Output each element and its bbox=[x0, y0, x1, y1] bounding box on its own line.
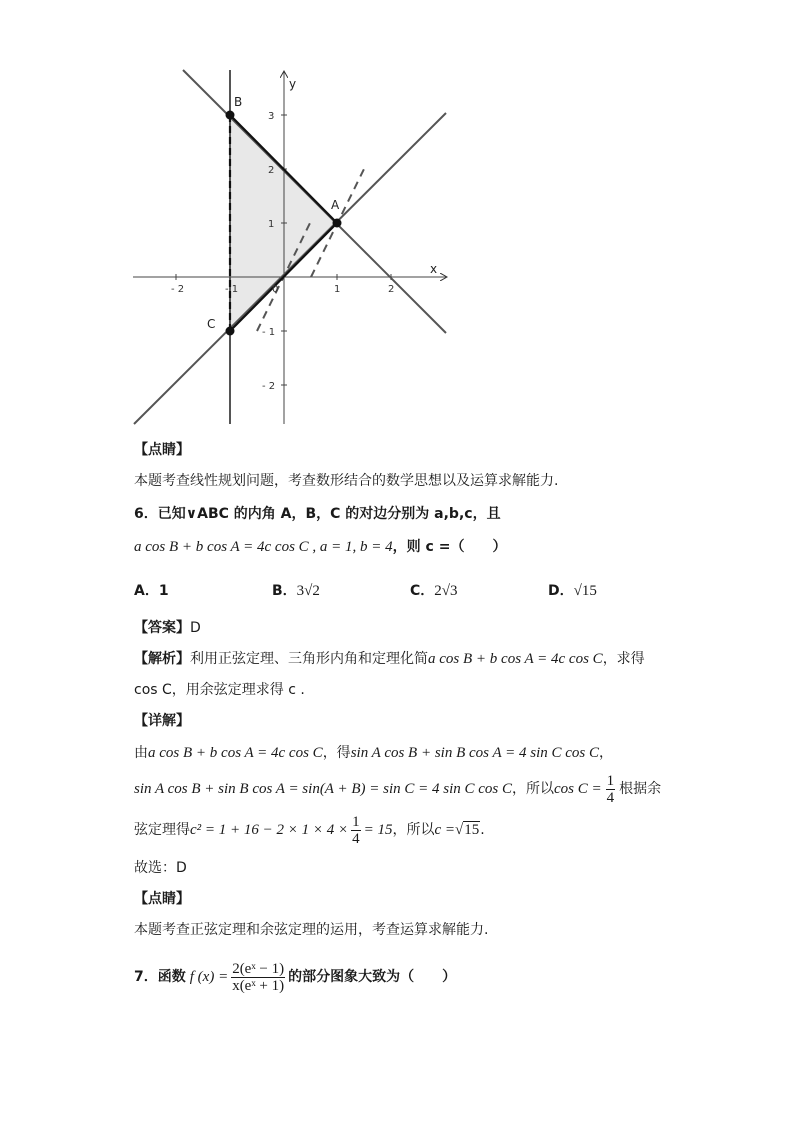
note1-heading: 【点睛】 bbox=[134, 442, 190, 458]
tick-y-m2: - 2 bbox=[262, 381, 276, 392]
q6-note-heading: 【点睛】 bbox=[134, 891, 190, 907]
q6-option-c: C．2√3 bbox=[410, 583, 458, 599]
q6-option-d: D．√15 bbox=[548, 583, 597, 599]
tick-x-m2: - 2 bbox=[171, 284, 185, 295]
point-A bbox=[333, 219, 342, 228]
point-B bbox=[226, 111, 235, 120]
tick-x-0: 0 bbox=[272, 284, 279, 295]
line-y-eq-x bbox=[134, 113, 446, 424]
tick-y-3: 3 bbox=[268, 111, 275, 122]
label-B: B bbox=[234, 95, 243, 109]
label-C: C bbox=[207, 317, 216, 331]
point-C bbox=[226, 327, 235, 336]
tick-x-2: 2 bbox=[388, 284, 395, 295]
q6-analysis-line1: 【解析】利用正弦定理、三角形内角和定理化简a cos B + b cos A = 4c cos C，求得 bbox=[134, 651, 645, 667]
q6-answer: 【答案】D bbox=[134, 620, 201, 636]
label-x: x bbox=[430, 262, 438, 276]
label-y: y bbox=[289, 77, 297, 91]
q6-detail-heading: 【详解】 bbox=[134, 713, 190, 729]
q6-condition: a cos B + b cos A = 4c cos C , a = 1, b = 4 bbox=[134, 539, 393, 555]
note1-text: 本题考查线性规划问题，考查数形结合的数学思想以及运算求解能力. bbox=[134, 473, 559, 489]
linear-programming-graph bbox=[130, 68, 450, 428]
tick-y-m1: - 1 bbox=[262, 327, 276, 338]
q6-tail: ，则 c =（ ） bbox=[392, 539, 507, 555]
q6-stem: 6．已知∨ABC 的内角 A，B，C 的对边分别为 a,b,c，且 bbox=[134, 506, 501, 522]
tick-x-1: 1 bbox=[334, 284, 341, 295]
q7-stem-line: 7．函数 f (x) = $\frac{\text{2(eˣ − 1)}}{\text{x(eˣ + 1)}}$ 的部分图象大致为（ ） bbox=[134, 960, 457, 994]
q6-option-a: A．1 bbox=[134, 583, 169, 599]
q6-note-text: 本题考查正弦定理和余弦定理的运用，考查运算求解能力. bbox=[134, 922, 489, 938]
label-A: A bbox=[331, 198, 340, 212]
q6-option-b: B．3√2 bbox=[272, 583, 320, 599]
tick-x-m1: - 1 bbox=[225, 284, 239, 295]
q6-condition-line bbox=[134, 538, 506, 556]
q6-detail-line3: 弦定理得 c² = 1 + 16 − 2 × 1 × 4 × $\frac{1}{4}$ = 15 ，所以 c = √15 . bbox=[134, 813, 485, 847]
tick-y-2: 2 bbox=[268, 165, 275, 176]
q6-detail-line1: 由a cos B + b cos A = 4c cos C，得sin A cos B + sin B cos A = 4 sin C cos C， bbox=[134, 745, 614, 761]
tick-y-1: 1 bbox=[268, 219, 275, 230]
q6-conclusion: 故选：D bbox=[134, 860, 187, 876]
q6-detail-line2: sin A cos B + sin B cos A = sin(A + B) = sin C = 4 sin C cos C ，所以 cos C = $\frac{1}{4}$ 根据余 bbox=[134, 772, 662, 806]
q6-analysis-line2: cos C，用余弦定理求得 c . bbox=[134, 682, 305, 698]
